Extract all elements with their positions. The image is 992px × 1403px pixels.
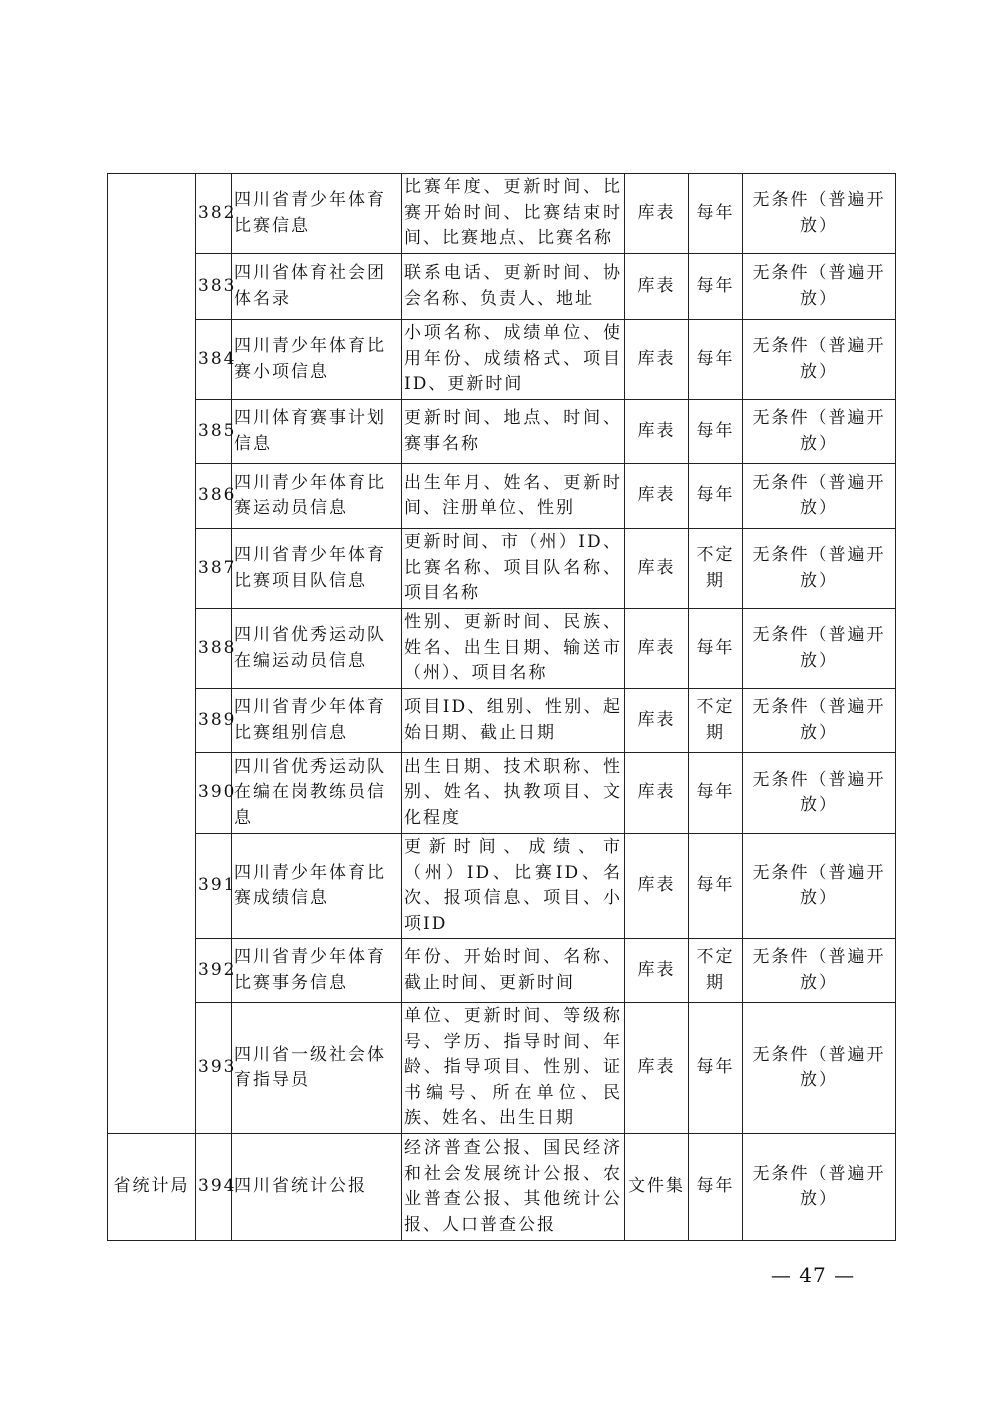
resource-fields: 年份、开始时间、名称、截止时间、更新时间 <box>402 939 625 1003</box>
resource-type: 库表 <box>625 609 689 689</box>
resource-type: 库表 <box>625 1003 689 1134</box>
update-frequency: 每年 <box>689 753 743 834</box>
table-row <box>108 174 896 254</box>
resource-type: 库表 <box>625 254 689 320</box>
open-condition: 无条件（普遍开放） <box>743 529 896 609</box>
row-number: 392 <box>196 939 232 1003</box>
resource-type: 库表 <box>625 174 689 254</box>
update-frequency: 每年 <box>689 254 743 320</box>
row-number: 385 <box>196 400 232 464</box>
row-number: 383 <box>196 254 232 320</box>
resource-fields: 小项名称、成绩单位、使用年份、成绩格式、项目ID、更新时间 <box>402 320 625 400</box>
data-catalog-table <box>107 173 896 1241</box>
resource-fields: 性别、更新时间、民族、姓名、出生日期、输送市（州）、项目名称 <box>402 609 625 689</box>
table-row <box>108 689 896 753</box>
update-frequency: 不定期 <box>689 689 743 753</box>
row-number: 393 <box>196 1003 232 1134</box>
table-row <box>108 320 896 400</box>
update-frequency: 每年 <box>689 609 743 689</box>
resource-type: 库表 <box>625 939 689 1003</box>
resource-name: 四川省青少年体育比赛信息 <box>232 174 402 254</box>
open-condition: 无条件（普遍开放） <box>743 1003 896 1134</box>
update-frequency: 不定期 <box>689 529 743 609</box>
resource-type: 库表 <box>625 464 689 529</box>
row-number: 382 <box>196 174 232 254</box>
open-condition: 无条件（普遍开放） <box>743 174 896 254</box>
update-frequency: 每年 <box>689 1134 743 1241</box>
resource-fields: 更新时间、成绩、市（州）ID、比赛ID、名次、报项信息、项目、小项ID <box>402 834 625 939</box>
resource-type: 库表 <box>625 320 689 400</box>
row-number: 384 <box>196 320 232 400</box>
table-row <box>108 1134 896 1241</box>
resource-name: 四川省统计公报 <box>232 1134 402 1241</box>
table-row <box>108 529 896 609</box>
open-condition: 无条件（普遍开放） <box>743 320 896 400</box>
resource-fields: 更新时间、地点、时间、赛事名称 <box>402 400 625 464</box>
resource-type: 库表 <box>625 753 689 834</box>
open-condition: 无条件（普遍开放） <box>743 609 896 689</box>
resource-type: 库表 <box>625 529 689 609</box>
resource-fields: 出生年月、姓名、更新时间、注册单位、性别 <box>402 464 625 529</box>
row-number: 389 <box>196 689 232 753</box>
resource-type: 库表 <box>625 689 689 753</box>
open-condition: 无条件（普遍开放） <box>743 689 896 753</box>
resource-fields: 比赛年度、更新时间、比赛开始时间、比赛结束时间、比赛地点、比赛名称 <box>402 174 625 254</box>
open-condition: 无条件（普遍开放） <box>743 464 896 529</box>
resource-name: 四川省优秀运动队在编运动员信息 <box>232 609 402 689</box>
update-frequency: 每年 <box>689 320 743 400</box>
update-frequency: 每年 <box>689 400 743 464</box>
resource-fields: 经济普查公报、国民经济和社会发展统计公报、农业普查公报、其他统计公报、人口普查公报 <box>402 1134 625 1241</box>
open-condition: 无条件（普遍开放） <box>743 400 896 464</box>
update-frequency: 每年 <box>689 464 743 529</box>
resource-name: 四川省体育社会团体名录 <box>232 254 402 320</box>
resource-type: 库表 <box>625 400 689 464</box>
table-row <box>108 939 896 1003</box>
table-row <box>108 254 896 320</box>
update-frequency: 每年 <box>689 1003 743 1134</box>
open-condition: 无条件（普遍开放） <box>743 753 896 834</box>
resource-type: 库表 <box>625 834 689 939</box>
resource-name: 四川省青少年体育比赛事务信息 <box>232 939 402 1003</box>
row-number: 394 <box>196 1134 232 1241</box>
row-number: 391 <box>196 834 232 939</box>
department-cell: 省统计局 <box>108 1134 196 1241</box>
row-number: 387 <box>196 529 232 609</box>
open-condition: 无条件（普遍开放） <box>743 1134 896 1241</box>
resource-type: 文件集 <box>625 1134 689 1241</box>
department-cell <box>108 174 196 1134</box>
resource-name: 四川省优秀运动队在编在岗教练员信息 <box>232 753 402 834</box>
resource-fields: 项目ID、组别、性别、起始日期、截止日期 <box>402 689 625 753</box>
update-frequency: 每年 <box>689 834 743 939</box>
page-number: — 47 — <box>770 1263 856 1287</box>
update-frequency: 每年 <box>689 174 743 254</box>
table-row <box>108 400 896 464</box>
resource-name: 四川省青少年体育比赛项目队信息 <box>232 529 402 609</box>
resource-fields: 单位、更新时间、等级称号、学历、指导时间、年龄、指导项目、性别、证书编号、所在单位、民族、姓名、出生日期 <box>402 1003 625 1134</box>
table-row <box>108 1003 896 1134</box>
resource-fields: 出生日期、技术职称、性别、姓名、执教项目、文化程度 <box>402 753 625 834</box>
row-number: 388 <box>196 609 232 689</box>
resource-fields: 联系电话、更新时间、协会名称、负责人、地址 <box>402 254 625 320</box>
resource-name: 四川省青少年体育比赛组别信息 <box>232 689 402 753</box>
update-frequency: 不定期 <box>689 939 743 1003</box>
row-number: 390 <box>196 753 232 834</box>
open-condition: 无条件（普遍开放） <box>743 254 896 320</box>
resource-name: 四川青少年体育比赛成绩信息 <box>232 834 402 939</box>
table-row <box>108 834 896 939</box>
table-row <box>108 464 896 529</box>
open-condition: 无条件（普遍开放） <box>743 939 896 1003</box>
resource-name: 四川省一级社会体育指导员 <box>232 1003 402 1134</box>
resource-fields: 更新时间、市（州）ID、比赛名称、项目队名称、项目名称 <box>402 529 625 609</box>
resource-name: 四川体育赛事计划信息 <box>232 400 402 464</box>
table-row <box>108 753 896 834</box>
row-number: 386 <box>196 464 232 529</box>
open-condition: 无条件（普遍开放） <box>743 834 896 939</box>
resource-name: 四川青少年体育比赛运动员信息 <box>232 464 402 529</box>
resource-name: 四川青少年体育比赛小项信息 <box>232 320 402 400</box>
table-row <box>108 609 896 689</box>
